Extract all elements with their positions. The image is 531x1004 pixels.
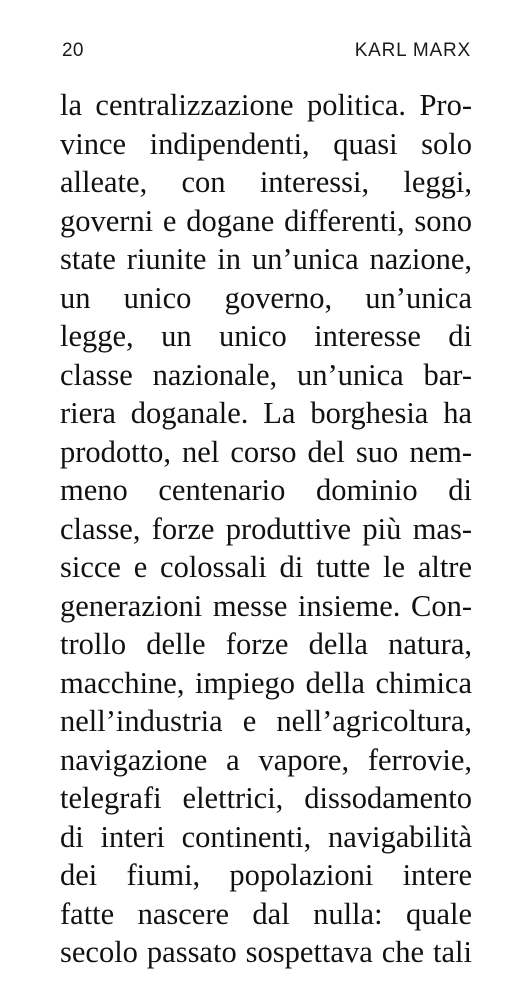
text-line: dei fiumi, popolazioni intere [60, 858, 472, 892]
text-line: telegrafi elettrici, dissodamento [60, 781, 472, 815]
text-line: vince indipendenti, quasi solo [60, 126, 472, 161]
text-line: navigazione a vapore, ferrovie, [60, 742, 472, 777]
text-line: fatte nascere dal nulla: quale [60, 896, 472, 931]
text-line: prodotto, nel corso del suo nem- [60, 434, 472, 469]
running-head-author: KARL MARX [354, 40, 471, 61]
text-line: classe, forze produttive più mas- [60, 511, 472, 546]
text-line: un unico governo, un’unica [60, 280, 472, 315]
page-header [62, 40, 471, 66]
text-line: di interi continenti, navigabilità [60, 819, 472, 854]
text-line: classe nazionale, un’unica bar- [60, 357, 472, 392]
text-line: nell’industria e nell’agricoltura, [60, 704, 472, 738]
text-line: trollo delle forze della natura, [60, 627, 472, 661]
text-line: meno centenario dominio di [60, 473, 472, 507]
text-line: riera doganale. La borghesia ha [60, 396, 472, 430]
text-line: macchine, impiego della chimica [60, 665, 472, 700]
text-line: secolo passato sospettava che tali [60, 935, 472, 969]
text-line: alleate, con interessi, leggi, [60, 165, 472, 199]
text-line: state riunite in un’unica nazione, [60, 242, 472, 276]
text-line: la centralizzazione politica. Pro- [60, 88, 472, 122]
text-line: legge, un unico interesse di [60, 319, 472, 353]
text-line: generazioni messe insieme. Con- [60, 588, 472, 623]
body-text [60, 86, 472, 972]
text-line: governi e dogane differenti, sono [60, 203, 472, 238]
page-number: 20 [62, 40, 84, 61]
text-line: sicce e colossali di tutte le altre [60, 550, 472, 584]
